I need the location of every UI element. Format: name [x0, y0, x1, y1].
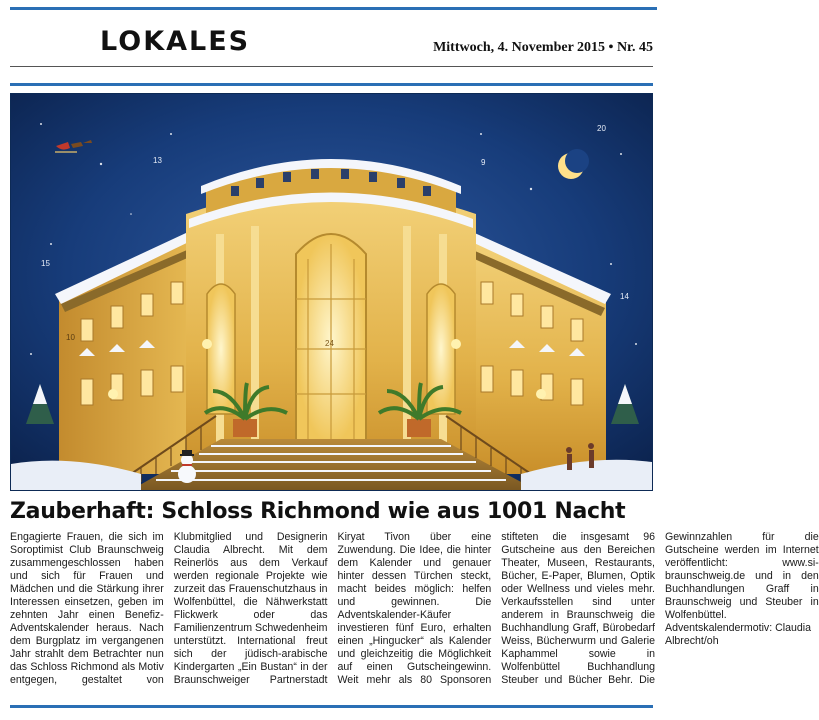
page-header — [10, 22, 653, 62]
svg-text:14: 14 — [620, 292, 629, 301]
article-headline: Zauberhaft: Schloss Richmond wie aus 1001 Nacht — [10, 499, 626, 524]
photo-credit: Adventskalendermotiv: Claudia Albrecht/oh — [665, 622, 812, 647]
svg-text:15: 15 — [41, 259, 50, 268]
bottom-rule — [10, 705, 653, 708]
photo-rule — [10, 83, 653, 86]
advent-calendar-photo — [10, 93, 653, 491]
svg-text:13: 13 — [153, 156, 162, 165]
svg-text:9: 9 — [481, 158, 486, 167]
issue-date: Mittwoch, 4. November 2015 • Nr. 45 — [433, 40, 653, 55]
top-rule — [10, 7, 657, 10]
svg-text:10: 10 — [66, 333, 75, 342]
article-body-columns — [10, 531, 819, 699]
svg-text:24: 24 — [325, 339, 334, 348]
header-divider — [10, 66, 653, 67]
article-body-text: Engagierte Frauen, die sich im Soroptimist Club Braunschweig zusammengeschlossen haben und sich für Frauen und Mädchen und die Stärkung ihrer Interessen einsetzen, geben im zehnten Jahr einen Benefiz-Adventskalender heraus. Nach dem Burgplatz im vergangenen Jahr strahlt dem Betrachter nun das Schloss Richmond als Motiv entgegen, gestaltet von Klubmitglied und Designerin Claudia Albrecht. Mit dem Reinerlös aus dem Verkauf werden regionale Projekte wie zurzeit das Frauenschutzhaus in Wolfenbüttel, die Nähwerkstatt Flickwerk oder das Familienzentrum Schwedenheim unterstützt. International freut sich der jüdisch-arabische Kindergarten „Ein Bustan“ in der Braunschweiger Partnerstadt Kiryat Tivon über eine Zuwendung. Die Idee, die hinter dem Kalender und genauer hinter dessen Türchen steckt, macht beides möglich: helfen und gewinnen. Die Adventskalender-Käufer investieren fünf Euro, erhalten einen „Hingucker“ als Kalender und gleichzeitig die Möglichkeit auf einen Gutscheingewinn. Weit mehr als 80 Sponsoren stifteten die insgesamt 96 Gutscheine aus den Bereichen Theater, Museen, Restaurants, Bücher, E-Paper, Blumen, Optik oder Wellness und vieles mehr. Verkaufsstellen sind unter anderem in Braunschweig die Buchhandlung Graff, Bürobedarf Weiss, Bücherwurm und Galerie Kaphammel sowie in Wolfenbüttel Buchhandlung Steuber und Bücher Behr. Die Gewinnzahlen für die Gutscheine werden im Internet veröffentlicht: www.si-braunschweig.de und in den Buchhandlungen Graff in Braunschweig und Steuber in Wolfenbüttel. — [10, 531, 819, 686]
svg-text:20: 20 — [597, 124, 606, 133]
section-title: LOKALES — [100, 26, 251, 57]
